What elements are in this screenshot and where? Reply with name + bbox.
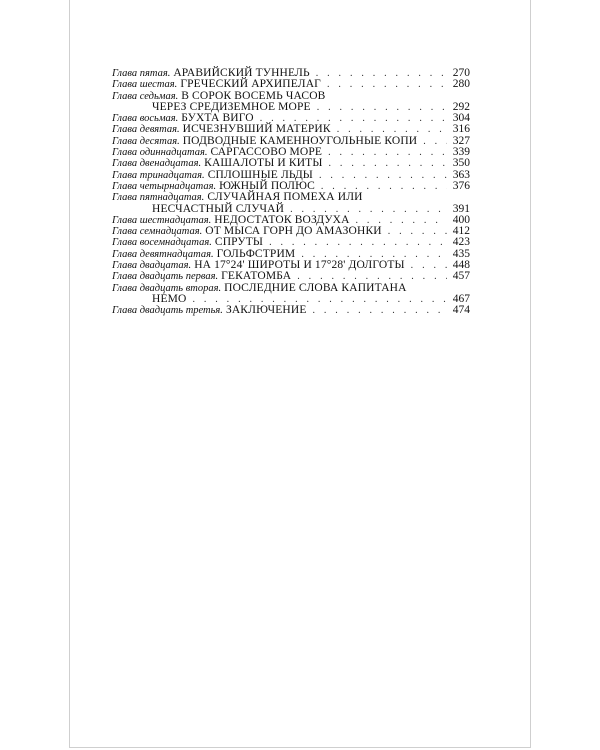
chapter-title: ЧЕРЕЗ СРЕДИЗЕМНОЕ МОРЕ — [152, 100, 311, 113]
chapter-title: ГОЛЬФСТРИМ — [216, 247, 296, 260]
chapter-label: Глава двенадцатая. — [112, 158, 202, 170]
page-number: 412 — [452, 225, 470, 238]
toc-line — [112, 226, 470, 237]
dot-leader — [327, 79, 447, 90]
page-number: 376 — [452, 179, 470, 192]
page-number: 467 — [452, 292, 470, 305]
page-number: 457 — [452, 270, 470, 283]
chapter-title: ГРЕЧЕСКИЙ АРХИПЕЛАГ — [180, 78, 321, 91]
toc-line — [112, 79, 470, 90]
page-number: 400 — [452, 213, 470, 226]
dot-leader — [411, 260, 447, 271]
toc-entry[interactable] — [112, 226, 470, 237]
dot-leader — [269, 237, 447, 248]
chapter-label: Глава девятая. — [112, 124, 180, 136]
dot-leader — [319, 170, 447, 181]
chapter-label: Глава одиннадцатая. — [112, 147, 208, 159]
dot-leader — [313, 305, 448, 316]
chapter-label: Глава двадцать вторая. — [112, 282, 222, 294]
toc-entry[interactable] — [112, 158, 470, 169]
chapter-label: Глава четырнадцатая. — [112, 180, 217, 192]
dot-leader — [329, 158, 447, 169]
page-number: 363 — [452, 168, 470, 181]
page-number: 350 — [452, 157, 470, 170]
chapter-title: САРГАССОВО МОРЕ — [210, 146, 323, 159]
toc-line — [112, 260, 470, 271]
chapter-title: СПЛОШНЫЕ ЛЬДЫ — [207, 168, 313, 181]
chapter-title: СЛУЧАЙНАЯ ПОМЕХА ИЛИ — [207, 191, 363, 204]
chapter-label: Глава тринадцатая. — [112, 169, 205, 181]
chapter-label: Глава десятая. — [112, 135, 180, 147]
chapter-title: НЕСЧАСТНЫЙ СЛУЧАЙ — [152, 202, 285, 215]
chapter-label: Глава пятая. — [112, 68, 171, 79]
chapter-label: Глава восьмая. — [112, 113, 179, 125]
page-number: 292 — [452, 100, 470, 113]
page-number: 316 — [452, 123, 470, 136]
dot-leader — [316, 68, 447, 79]
chapter-title: АРАВИЙСКИЙ ТУННЕЛЬ — [173, 67, 310, 79]
page-number: 391 — [452, 202, 470, 215]
chapter-title: ПОДВОДНЫЕ КАМЕННОУГОЛЬНЫЕ КОПИ — [182, 134, 418, 147]
chapter-label: Глава семнадцатая. — [112, 226, 203, 238]
dot-leader — [297, 271, 447, 282]
chapter-label: Глава шестая. — [112, 79, 178, 91]
page-number: 304 — [452, 112, 470, 125]
dot-leader — [423, 136, 447, 147]
table-of-contents — [112, 68, 470, 317]
page-number: 474 — [452, 304, 470, 317]
toc-entry[interactable] — [112, 283, 470, 306]
chapter-title: НА 17°24' ШИРОТЫ И 17°28' ДОЛГОТЫ — [194, 259, 405, 272]
page-number: 270 — [452, 67, 470, 79]
dot-leader — [317, 102, 447, 113]
dot-leader — [388, 226, 447, 237]
chapter-title: ЗАКЛЮЧЕНИЕ — [225, 304, 307, 317]
chapter-label: Глава двадцать третья. — [112, 305, 223, 317]
chapter-label: Глава двадцатая. — [112, 260, 192, 272]
dot-leader — [328, 147, 447, 158]
page-number: 339 — [452, 146, 470, 159]
chapter-title: ЮЖНЫЙ ПОЛЮС — [219, 179, 315, 192]
chapter-title: СПРУТЫ — [214, 236, 264, 249]
chapter-title: ОТ МЫСА ГОРН ДО АМАЗОНКИ — [205, 225, 382, 238]
toc-line — [112, 158, 470, 169]
chapter-label: Глава девятнадцатая. — [112, 248, 214, 260]
chapter-label: Глава седьмая. — [112, 90, 179, 102]
chapter-title: ГЕКАТОМБА — [221, 270, 292, 283]
chapter-label: Глава шестнадцатая. — [112, 214, 212, 226]
chapter-title: БУХТА ВИГО — [181, 112, 254, 125]
toc-entry[interactable] — [112, 91, 470, 114]
page-number: 435 — [452, 247, 470, 260]
chapter-title: НЕМО — [152, 292, 187, 305]
toc-entry[interactable] — [112, 305, 470, 316]
toc-entry[interactable] — [112, 271, 470, 282]
toc-line — [112, 271, 470, 282]
toc-line — [112, 102, 470, 113]
chapter-title: В СОРОК ВОСЕМЬ ЧАСОВ — [181, 89, 326, 102]
chapter-label: Глава двадцать первая. — [112, 271, 219, 283]
chapter-label: Глава пятнадцатая. — [112, 192, 205, 204]
page-number: 280 — [452, 78, 470, 91]
toc-line — [112, 305, 470, 316]
toc-line — [112, 192, 470, 203]
chapter-label: Глава восемнадцатая. — [112, 237, 212, 249]
toc-entry[interactable] — [112, 192, 470, 215]
page-number: 327 — [452, 134, 470, 147]
toc-entry[interactable] — [112, 260, 470, 271]
page-number: 448 — [452, 259, 470, 272]
chapter-title: КАШАЛОТЫ И КИТЫ — [204, 157, 323, 170]
chapter-title: ПОСЛЕДНИЕ СЛОВА КАПИТАНА — [224, 281, 407, 294]
chapter-title: НЕДОСТАТОК ВОЗДУХА — [214, 213, 350, 226]
toc-entry[interactable] — [112, 79, 470, 90]
chapter-title: ИСЧЕЗНУВШИЙ МАТЕРИК — [182, 123, 331, 136]
page-number: 423 — [452, 236, 470, 249]
